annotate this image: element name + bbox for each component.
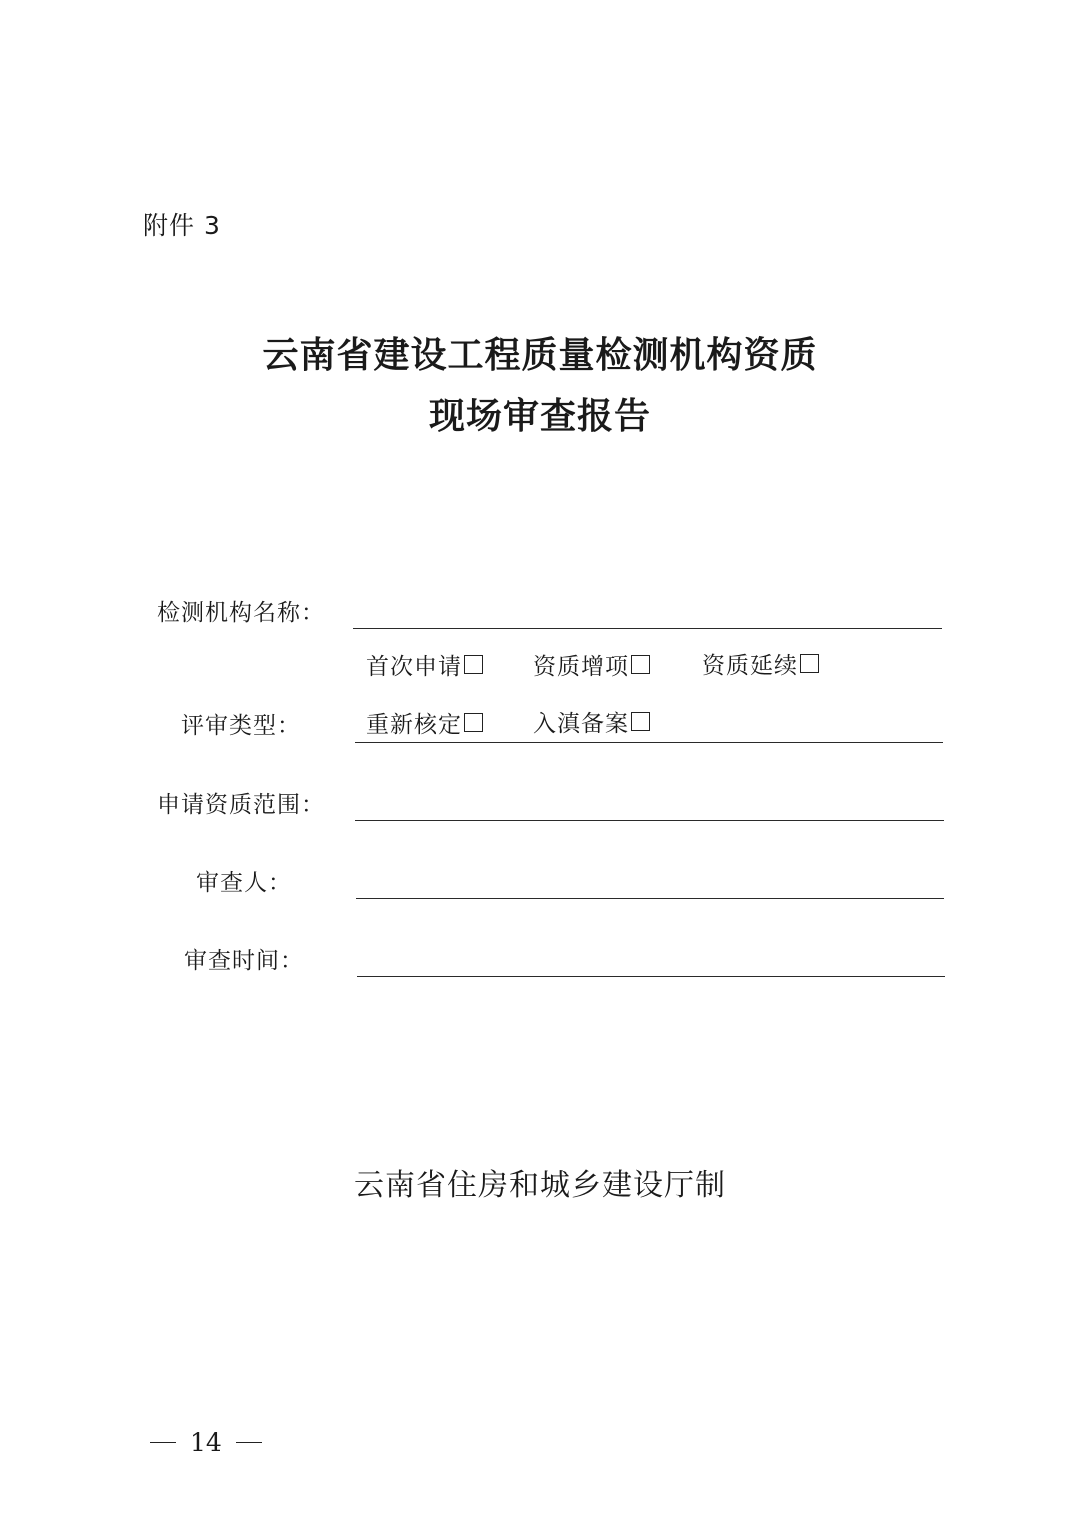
- checkbox[interactable]: [631, 655, 650, 674]
- review-type-option-reassessment[interactable]: [366, 706, 483, 739]
- scope-label: 申请资质范围：: [157, 792, 325, 818]
- reviewer-field[interactable]: [356, 898, 944, 899]
- document-title-line-1: 云南省建设工程质量检测机构资质: [262, 334, 818, 376]
- issuer-text: 云南省住房和城乡建设厅制: [354, 1168, 726, 1203]
- page-number-value: 14: [190, 1428, 222, 1457]
- review-type-option-qualification-renewal[interactable]: [702, 647, 819, 680]
- checkbox[interactable]: [464, 713, 483, 732]
- option-label: 重新核定: [366, 712, 462, 738]
- institution-name-label: 检测机构名称：: [157, 600, 325, 626]
- review-time-label: 审查时间：: [184, 948, 304, 974]
- checkbox[interactable]: [800, 654, 819, 673]
- document-title-line-2: 现场审查报告: [428, 395, 651, 437]
- review-type-option-first-application[interactable]: [366, 648, 483, 681]
- reviewer-label: 审查人：: [196, 870, 292, 896]
- checkbox[interactable]: [464, 655, 483, 674]
- dash-right: [236, 1442, 262, 1443]
- checkbox[interactable]: [631, 712, 650, 731]
- option-label: 资质延续: [702, 653, 798, 679]
- option-label: 首次申请: [366, 654, 462, 680]
- dash-left: [150, 1442, 176, 1443]
- attachment-label: 附件 3: [143, 211, 221, 240]
- institution-name-field[interactable]: [353, 628, 942, 629]
- review-time-field[interactable]: [357, 976, 945, 977]
- review-type-label: 评审类型：: [181, 713, 301, 739]
- page-number: [150, 1428, 262, 1457]
- scope-field[interactable]: [355, 820, 944, 821]
- review-type-option-yunnan-filing[interactable]: [533, 705, 650, 738]
- option-label: 入滇备案: [533, 711, 629, 737]
- review-type-option-qualification-addition[interactable]: [533, 648, 650, 681]
- option-label: 资质增项: [533, 654, 629, 680]
- review-type-underline: [355, 742, 943, 743]
